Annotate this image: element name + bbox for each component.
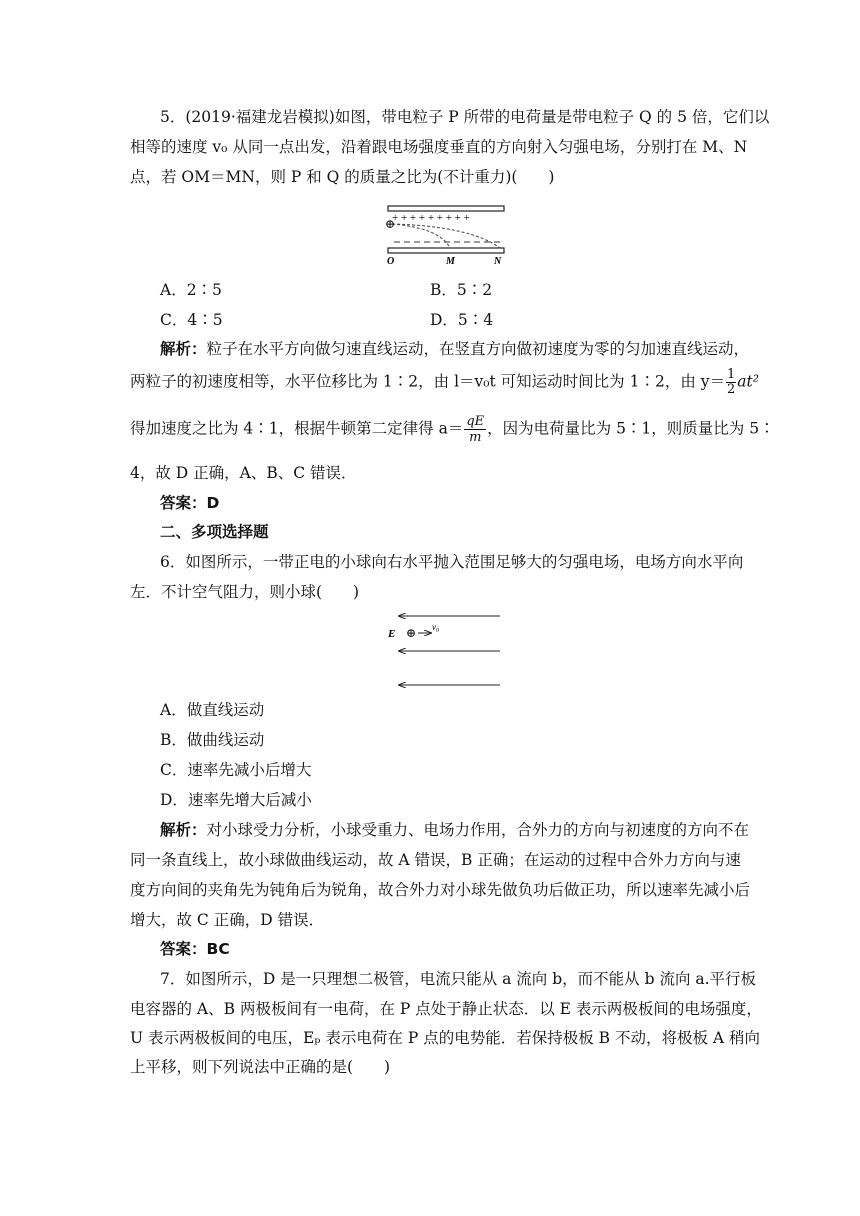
q6-field-figure: [382, 608, 504, 692]
section-heading: 二、多项选择题: [160, 523, 269, 541]
q5-option-d: D．5∶4: [430, 311, 494, 329]
qe-over-m-fraction: $\frac{qE}{m}$: [466, 414, 485, 445]
particle-symbol: ⊕: [406, 626, 417, 640]
q7-line-1: 7．如图所示，D 是一只理想二极管，电流只能从 a 流向 b，而不能从 b 流向 a.平行板: [160, 970, 757, 988]
q5-line-1: 5．(2019·福建龙岩模拟)如图，带电粒子 P 所带的电荷量是带电粒子 Q 的 5 倍，它们以: [160, 108, 770, 126]
analysis-label: 解析：: [160, 340, 207, 358]
label-o: O: [387, 256, 395, 267]
analysis-label: 解析：: [160, 821, 207, 839]
q7-line-2: 电容器的 A、B 两极板间有一电荷，在 P 点处于静止状态．以 E 表示两极板间的电场强度，: [130, 1000, 762, 1018]
q5-answer: 答案：D: [160, 494, 220, 512]
q5-analysis-line-2: 两粒子的初速度相等，水平位移比为 1∶2，由 l＝v₀t 可知运动时间比为 1∶2，由 y＝ $\frac{1}{2}$ at²: [130, 367, 759, 397]
q7-line-3: U 表示两极板间的电压，Eₚ 表示电荷在 P 点的电势能．若保持极板 B 不动，将极板 A 稍向: [130, 1029, 761, 1047]
q6-answer: 答案：BC: [160, 940, 230, 958]
q5-option-c: C．4∶5: [160, 311, 223, 329]
q6-line-1: 6．如图所示，一带正电的小球向右水平抛入范围足够大的匀强电场，电场方向水平向: [160, 553, 744, 571]
label-n: N: [494, 256, 502, 267]
plate-plus-signs: + + + + + + + + +: [392, 212, 470, 224]
q6-analysis-line-2: 同一条直线上，故小球做曲线运动，故 A 错误，B 正确；在运动的过程中合外力方向与速: [130, 851, 741, 869]
q5-analysis-line-4: 4，故 D 正确，A、B、C 错误．: [130, 464, 357, 482]
particle-symbol: ⊕: [385, 217, 396, 231]
q5-line-2: 相等的速度 v₀ 从同一点出发，沿着跟电场强度垂直的方向射入匀强电场，分别打在 M、N: [130, 138, 748, 156]
q5-line-3: 点，若 OM＝MN，则 P 和 Q 的质量之比为(不计重力)( ): [130, 168, 555, 186]
q5-capacitor-figure: [380, 198, 510, 270]
q5-option-a: A．2∶5: [160, 281, 222, 299]
q6-option-b: B．做曲线运动: [160, 731, 265, 749]
q6-analysis-line-4: 增大，故 C 正确，D 错误．: [130, 911, 325, 929]
q6-option-a: A．做直线运动: [160, 701, 265, 719]
velocity-label: v₀: [432, 622, 440, 632]
label-m: M: [446, 256, 455, 267]
q7-line-4: 上平移，则下列说法中正确的是( ): [130, 1058, 391, 1076]
q5-analysis-line-1: 解析：粒子在水平方向做匀速直线运动，在竖直方向做初速度为零的匀加速直线运动，: [160, 340, 750, 358]
half-fraction: $\frac{1}{2}$: [727, 367, 736, 397]
field-label-e: E: [388, 628, 396, 640]
q6-analysis-line-1: 解析：对小球受力分析，小球受重力、电场力作用，合外力的方向与初速度的方向不在: [160, 821, 750, 839]
q6-line-2: 左．不计空气阻力，则小球( ): [130, 583, 360, 601]
q6-option-d: D．速率先增大后减小: [160, 791, 312, 809]
q5-analysis-line-3: 得加速度之比为 4∶1，根据牛顿第二定律得 a＝ $\frac{qE}{m}$ ，因为电荷量比为 5∶1，则质量比为 5∶: [130, 414, 775, 445]
q5-option-b: B．5∶2: [430, 281, 493, 299]
q6-analysis-line-3: 度方向间的夹角先为钝角后为锐角，故合外力对小球先做负功后做正功，所以速率先减小后: [130, 881, 751, 899]
q6-option-c: C．速率先减小后增大: [160, 761, 312, 779]
